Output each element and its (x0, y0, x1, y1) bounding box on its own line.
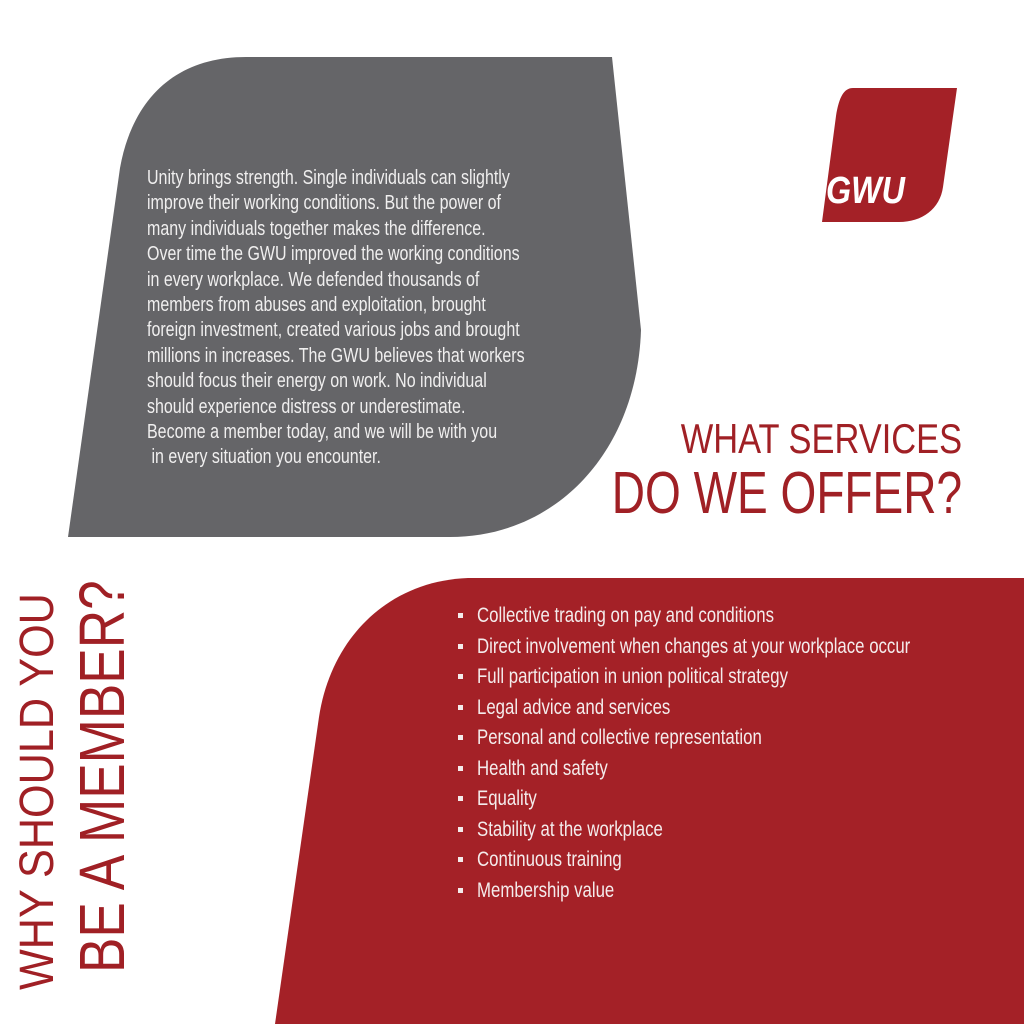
list-item (458, 754, 1019, 785)
bullet-icon (458, 735, 463, 740)
services-list (458, 601, 1019, 906)
bullet-icon (458, 766, 463, 771)
list-item-label: Health and safety (477, 756, 608, 780)
services-heading-line1-row (462, 416, 962, 462)
intro-line: in every workplace. We defended thousands of (147, 268, 480, 291)
list-item-label: Stability at the workplace (477, 817, 663, 841)
services-heading-line1: WHAT SERVICES (680, 415, 962, 462)
intro-line: improve their working conditions. But the power of (147, 192, 501, 215)
bullet-icon (458, 613, 463, 618)
bullet-icon (458, 674, 463, 679)
list-item (458, 693, 1019, 724)
list-item-label: Collective trading on pay and conditions (477, 604, 774, 627)
list-item-label: Membership value (477, 878, 615, 902)
intro-line: millions in increases. The GWU believes that workers (147, 344, 525, 367)
list-item (458, 723, 1019, 754)
bullet-icon (458, 705, 463, 710)
services-heading-line2: DO WE OFFER? (611, 460, 962, 526)
list-item (458, 662, 1019, 693)
list-item (458, 845, 1019, 876)
intro-line: Unity brings strength. Single individuals can slightly (147, 167, 510, 189)
services-heading-line2-row (462, 462, 962, 524)
list-item (458, 632, 1019, 663)
list-item-label: Continuous training (477, 848, 622, 872)
list-item (458, 815, 1019, 846)
bullet-icon (458, 644, 463, 649)
intro-line: should focus their energy on work. No individual (147, 370, 487, 393)
list-item (458, 876, 1019, 907)
list-item-label: Equality (477, 787, 537, 811)
membership-heading-line2-text: BE A MEMBER? (66, 580, 138, 973)
intro-line: Become a member today, and we will be with you (147, 421, 498, 444)
services-heading (462, 416, 962, 524)
list-item-label: Legal advice and services (477, 695, 671, 719)
bullet-icon (458, 796, 463, 801)
list-item-label: Full participation in union political strategy (477, 665, 788, 689)
bullet-icon (458, 827, 463, 832)
intro-line: should experience distress or underestimate. (147, 395, 466, 418)
list-item-label: Personal and collective representation (477, 726, 762, 750)
intro-line: many individuals together makes the difference. (147, 217, 486, 240)
intro-line: Over time the GWU improved the working conditions (147, 243, 520, 266)
list-item (458, 601, 1019, 632)
intro-line: foreign investment, created various jobs and brought (147, 319, 520, 342)
membership-heading-line1 (12, 549, 64, 990)
intro-line: in every situation you encounter. (147, 446, 381, 469)
list-item (458, 784, 1019, 815)
bullet-icon (458, 888, 463, 893)
intro-line: members from abuses and exploitation, brought (147, 294, 486, 317)
gwu-logo-wordmark: GWU (826, 170, 905, 212)
membership-heading-line1-text: WHY SHOULD YOU (11, 593, 64, 990)
list-item-label: Direct involvement when changes at your workplace occur (477, 634, 911, 658)
membership-heading-line2 (68, 500, 136, 973)
bullet-icon (458, 857, 463, 862)
